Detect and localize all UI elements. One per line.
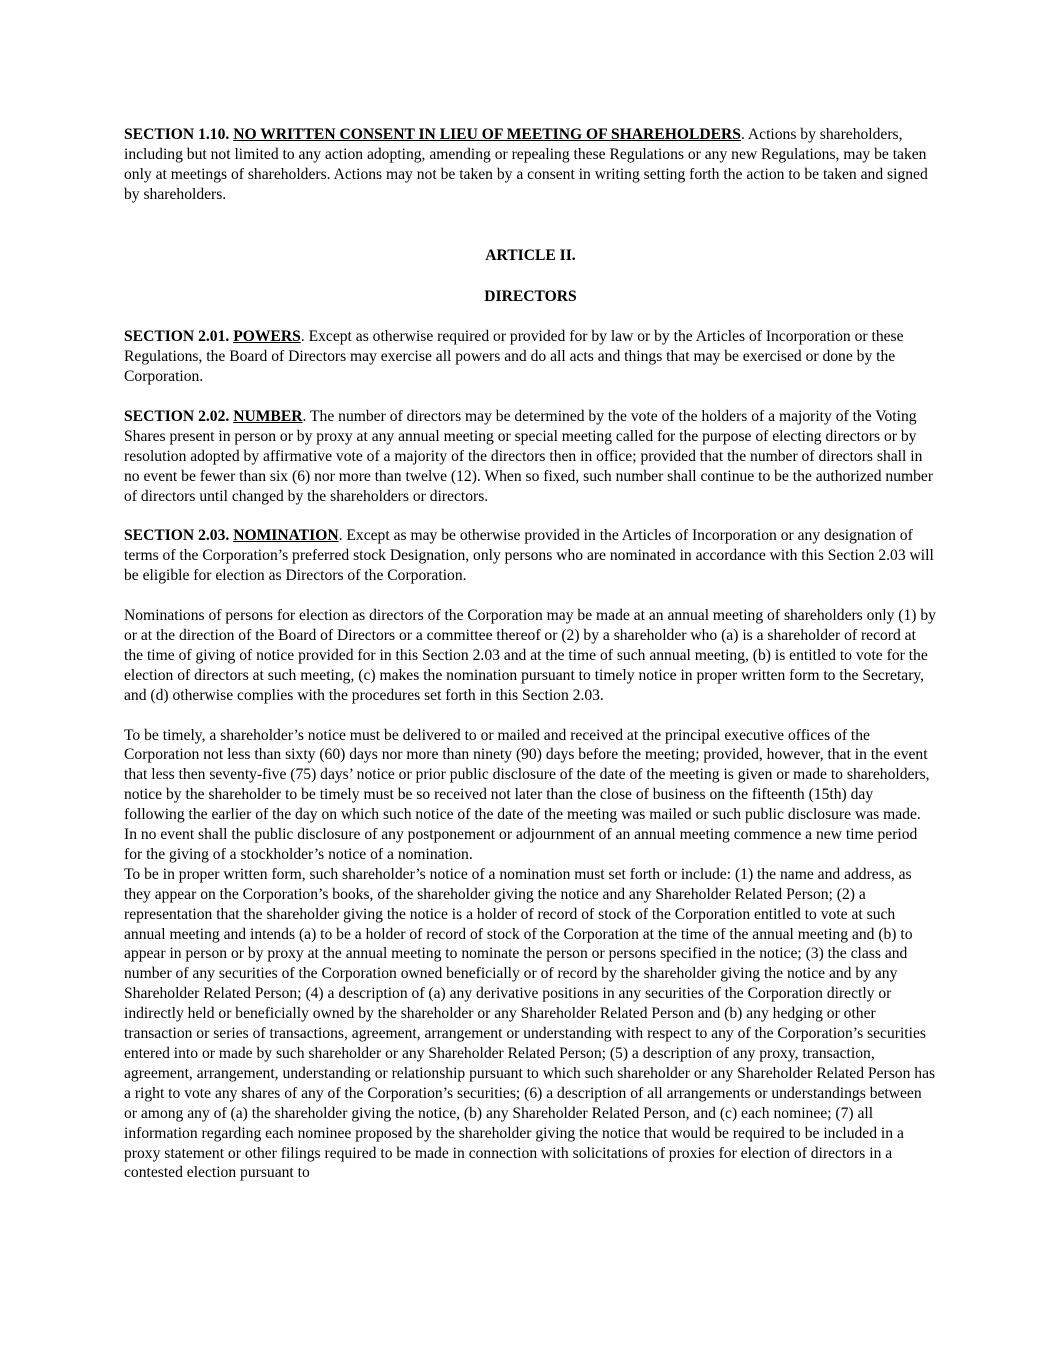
section-title: NOMINATION bbox=[233, 527, 339, 545]
section-body: . The number of directors may be determined by the vote of the holders of a majority of the Voting Shares present in person or by proxy at any annual meeting or special meeting called for the purpose of electing directors or by resolution adopted by affirmative vote of a majority of the directors then in office; provided that the number of directors shall in no event be fewer than six (6) nor more than twelve (12). When so fixed, such number shall continue to be the authorized number of directors until changed by the shareholders or directors. bbox=[124, 408, 934, 505]
section-body: . Actions by shareholders, including but not limited to any action adopting, amending or repealing these Regulations or any new Regulations, may be taken only at meetings of shareholders. Actions may not be taken by a consent in writing setting forth the action to be taken and signed by shareholders. bbox=[124, 126, 928, 203]
section-number: SECTION 1.10. bbox=[124, 126, 230, 143]
section-1-10-paragraph bbox=[124, 125, 937, 205]
article-number: ARTICLE II. bbox=[485, 246, 576, 264]
section-number: SECTION 2.02. bbox=[124, 408, 230, 426]
section-number: SECTION 2.03. bbox=[124, 527, 230, 545]
section-title: NUMBER bbox=[233, 408, 303, 426]
timeliness-paragraph: To be timely, a shareholder’s notice must be delivered to or mailed and received at the principal executive offices of the Corporation not less than sixty (60) days nor more than ninety (90) days before the meeting; provided, however, that in the event that less then seventy-five (75) days’ notice or prior public disclosure of the date of the meeting is given or made to shareholders, notice by the shareholder to be timely must be so received not later than the close of business on the fifteenth (15th) day following the earlier of the day on which such notice of the date of the meeting was mailed or such public disclosure was made. In no event shall the public disclosure of any postponement or adjournment of an annual meeting commence a new time period for the giving of a stockholder’s notice of a nomination. bbox=[124, 726, 930, 863]
section-2-03-paragraph bbox=[124, 526, 937, 586]
nominations-paragraph: Nominations of persons for election as directors of the Corporation may be made at an annual meeting of shareholders only (1) by or at the direction of the Board of Directors or a committee thereof or (2) by a shareholder who (a) is a shareholder of record at the time of giving of notice provided for in this Section 2.03 and at the time of such annual meeting, (b) is entitled to vote for the election of directors at such meeting, (c) makes the nomination pursuant to timely notice in proper written form to the Secretary, and (d) otherwise complies with the procedures set forth in this Section 2.03. bbox=[124, 607, 936, 704]
section-2-02-paragraph bbox=[124, 407, 937, 507]
section-title: NO WRITTEN CONSENT IN LIEU OF MEETING OF SHAREHOLDERS bbox=[233, 126, 741, 143]
section-2-01-paragraph bbox=[124, 327, 937, 387]
section-body: . Except as may be otherwise provided in the Articles of Incorporation or any designation of terms of the Corporation’s preferred stock Designation, only persons who are nominated in accordance with this Section 2.03 will be eligible for election as Directors of the Corporation. bbox=[124, 527, 934, 585]
proper-form-paragraph: To be in proper written form, such shareholder’s notice of a nomination must set forth or include: (1) the name and address, as they appear on the Corporation’s books, of the shareholder giving the notice and any Shareholder Related Person; (2) a representation that the shareholder giving the notice is a holder of record of stock of the Corporation entitled to vote at such annual meeting and intends (a) to be a holder of record of stock of the Corporation at the time of the annual meeting and (b) to appear in person or by proxy at the annual meeting to nominate the person or persons specified in the notice; (3) the class and number of any securities of the Corporation owned beneficially or of record by the shareholder giving the notice and by any Shareholder Related Person; (4) a description of (a) any derivative positions in any securities of the Corporation directly or indirectly held or beneficially owned by the shareholder or any Shareholder Related Person and (b) any hedging or other transaction or series of transactions, agreement, arrangement or understanding with respect to any of the Corporation’s securities entered into or made by such shareholder or any Shareholder Related Person; (5) a description of any proxy, transaction, agreement, arrangement, understanding or relationship pursuant to which such shareholder or any Shareholder Related Person has a right to vote any shares of any of the Corporation’s securities; (6) a description of all arrangements or understandings between or among any of (a) the shareholder giving the notice, (b) any Shareholder Related Person, and (c) each nominee; (7) all information regarding each nominee proposed by the shareholder giving the notice that would be required to be included in a proxy statement or other filings required to be made in connection with solicitations of proxies for election of directors in a contested election pursuant to bbox=[124, 865, 936, 1182]
section-title: POWERS bbox=[233, 328, 301, 346]
section-number: SECTION 2.01. bbox=[124, 328, 230, 346]
section-body: . Except as otherwise required or provided for by law or by the Articles of Incorporation or these Regulations, the Board of Directors may exercise all powers and do all acts and things that may be exercised or done by the Corporation. bbox=[124, 328, 904, 386]
article-title: DIRECTORS bbox=[484, 287, 577, 305]
